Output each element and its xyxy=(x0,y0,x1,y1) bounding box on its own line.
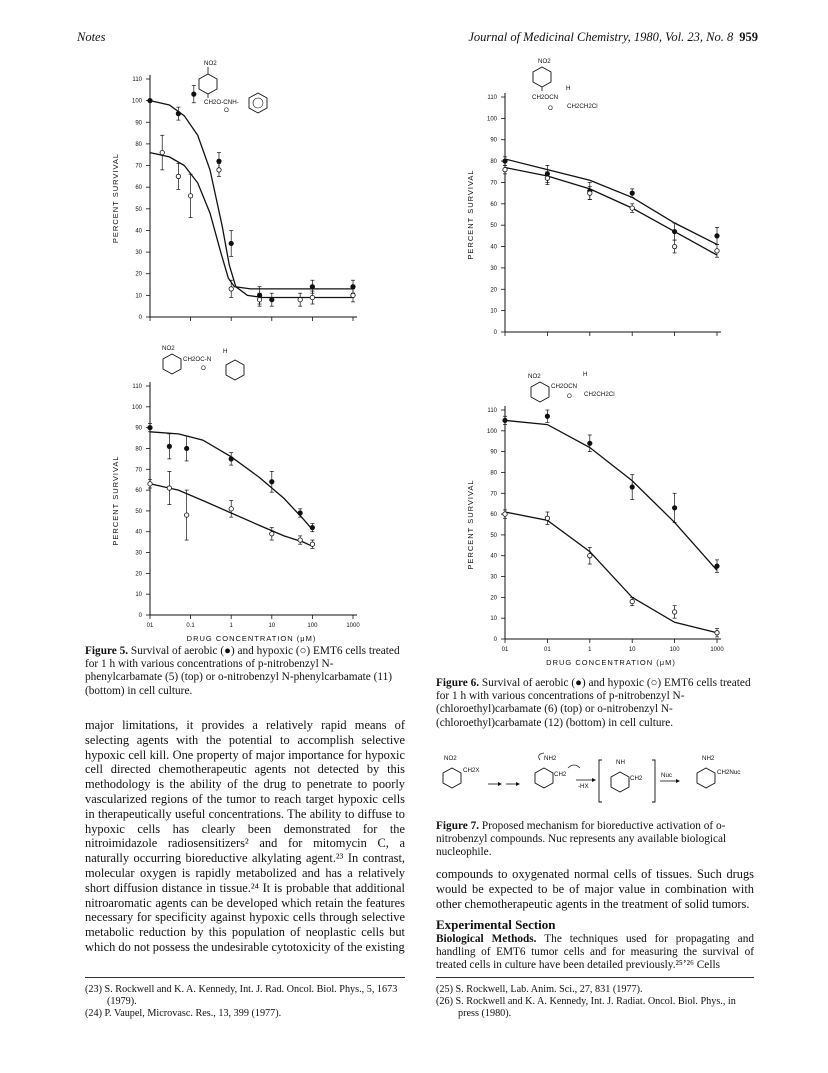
aerobic-point xyxy=(167,444,171,448)
aerobic-point xyxy=(148,98,152,102)
fig7-ch2x: CH2X xyxy=(463,767,480,774)
y-tick-label: 0 xyxy=(138,315,142,321)
aerobic-point xyxy=(176,111,180,115)
footnotes-left xyxy=(85,984,405,1020)
y-tick-label: 60 xyxy=(135,185,142,192)
x-tick-label: 1 xyxy=(588,647,592,653)
hypoxic-point xyxy=(545,176,549,180)
y-tick-label: 80 xyxy=(490,159,497,166)
hypoxic-point xyxy=(310,542,314,546)
x-tick-label: 10 xyxy=(628,647,636,653)
x-axis-label: DRUG CONCENTRATION (μM) xyxy=(546,658,676,667)
structure-11 xyxy=(162,345,244,380)
figure-7-caption xyxy=(436,820,754,860)
y-tick-label: 80 xyxy=(135,141,142,148)
y-tick-label: 90 xyxy=(135,120,142,127)
y-tick-label: 20 xyxy=(135,571,142,578)
y-axis-label: PERCENT SURVIVAL xyxy=(111,455,120,546)
y-tick-label: 40 xyxy=(490,244,497,251)
hypoxic-point xyxy=(351,293,355,297)
structure-11-carbonyl: O xyxy=(201,365,206,372)
structure-5 xyxy=(199,60,267,114)
aerobic-point xyxy=(503,418,507,422)
hypoxic-point xyxy=(270,532,274,536)
y-tick-label: 110 xyxy=(487,95,497,101)
fig7-product-amine: NH2 xyxy=(702,755,715,762)
aerobic-point xyxy=(298,511,302,515)
y-tick-label: 20 xyxy=(490,287,497,294)
journal-citation: Journal of Medicinal Chemistry, 1980, Vol. 23, No. 8 xyxy=(468,30,734,44)
y-tick-label: 30 xyxy=(135,550,142,557)
y-tick-label: 70 xyxy=(135,467,142,474)
y-tick-label: 70 xyxy=(135,163,142,170)
hypoxic-point xyxy=(630,599,634,603)
structure-11-linker: CH2OC-N xyxy=(183,356,212,363)
y-tick-label: 10 xyxy=(135,592,142,599)
y-tick-label: 110 xyxy=(132,384,142,390)
figure-7-scheme xyxy=(436,750,756,810)
y-tick-label: 40 xyxy=(490,553,497,560)
y-tick-label: 110 xyxy=(487,408,497,414)
y-tick-label: 0 xyxy=(138,613,142,619)
y-tick-label: 30 xyxy=(490,574,497,581)
aerobic-point xyxy=(630,191,634,195)
y-tick-label: 20 xyxy=(490,595,497,602)
footnote-26: (26) S. Rockwell and K. A. Kennedy, Int. J. Radiat. Oncol. Biol. Phys., in press (1980). xyxy=(436,996,736,1019)
biological-methods xyxy=(436,933,754,972)
y-tick-label: 80 xyxy=(135,446,142,453)
x-tick-label: 0.1 xyxy=(186,623,195,629)
y-tick-label: 30 xyxy=(135,250,142,257)
figure-6-caption-text: Survival of aerobic (●) and hypoxic (○) EMT6 cells treated for 1 h with various concentrations of p-nitrobenzyl N-(chloroethyl)carbamate (6) (top) or o-nitrobenzyl N-(chloroethyl)carbamate (12) (bottom) in cell culture. xyxy=(436,677,751,729)
y-tick-label: 0 xyxy=(493,330,497,336)
series-1-curve xyxy=(505,159,717,244)
x-tick-label: 01 xyxy=(544,647,551,653)
series-2-curve xyxy=(150,153,353,289)
x-tick-label: 10 xyxy=(268,623,276,629)
fig7-ch2-leaving: CH2 xyxy=(554,771,567,778)
x-tick-label: 100 xyxy=(669,647,680,653)
y-tick-label: 80 xyxy=(490,470,497,477)
aerobic-point xyxy=(217,159,221,163)
y-tick-label: 10 xyxy=(490,308,497,315)
hypoxic-point xyxy=(503,167,507,171)
y-tick-label: 70 xyxy=(490,491,497,498)
plot xyxy=(466,93,721,336)
aerobic-point xyxy=(270,480,274,484)
footnote-rule-right xyxy=(436,977,754,978)
plot xyxy=(466,406,724,667)
x-tick-label: 1 xyxy=(229,623,233,629)
aerobic-point xyxy=(545,414,549,418)
page-number: 959 xyxy=(739,30,758,44)
section-heading: Experimental Section xyxy=(436,917,556,932)
y-tick-label: 10 xyxy=(490,616,497,623)
y-axis-label: PERCENT SURVIVAL xyxy=(466,479,475,570)
footnote-rule-left xyxy=(85,977,405,978)
hypoxic-point xyxy=(167,486,171,490)
aerobic-point xyxy=(630,485,634,489)
hypoxic-point xyxy=(715,631,719,635)
left-paragraph: major limitations, it provides a relatively rapid means of selecting agents with the potential to accomplish selective hypoxic cell kill. One property of major importance for hypoxic cell directed chemotherapeutic agents not detected by this methodology is the ability of the drug to penetrate to poorly vascularized regions of the tumor to reach target hypoxic cells in therapeutically useful concentrations. The ability to diffuse to hypoxic cells has clearly been demonstrated for the nitroimidazole radiosensitizers² and for mitomycin C, a naturally occurring bioreductive alkylating agent.²³ In contrast, molecular oxygen is rapidly metabolized and has a relatively short diffusion distance in tissue.²⁴ It is probable that additional nitroaromatic agents can be developed which retain the features necessary for specificity against hypoxic cells through selective metabolic reduction by this population of neoplastic cells but which do not possess the undesirable cytotoxicity of the existing xyxy=(85,718,405,954)
aerobic-point xyxy=(310,285,314,289)
fig6-top-chart xyxy=(466,55,760,345)
hypoxic-point xyxy=(588,554,592,558)
hypoxic-point xyxy=(672,610,676,614)
y-tick-label: 100 xyxy=(131,98,142,105)
x-tick-label: 1000 xyxy=(710,647,724,653)
y-tick-label: 110 xyxy=(132,77,142,83)
aerobic-point xyxy=(503,159,507,163)
structure-6-linker: CH2OCN xyxy=(532,94,559,101)
fig7-methylene: CH2 xyxy=(630,775,643,782)
structure-11-nitro: NO2 xyxy=(162,345,175,352)
fig7-nucleophile: Nuc xyxy=(661,772,673,779)
figure-6-caption xyxy=(436,677,756,730)
y-tick-label: 0 xyxy=(493,637,497,643)
hypoxic-point xyxy=(217,168,221,172)
figure-5-caption-text: Survival of aerobic (●) and hypoxic (○) EMT6 cells treated for 1 h with various concentrations of p-nitrobenzyl N-phenylcarbamate (5) (top) or o-nitrobenzyl N-phenylcarbamate (11) (bottom) in cell culture. xyxy=(85,645,400,697)
structure-12-nitro: NO2 xyxy=(528,373,541,380)
aerobic-point xyxy=(184,446,188,450)
footnotes-right xyxy=(436,984,754,1020)
left-column-text xyxy=(85,718,405,955)
hypoxic-point xyxy=(503,512,507,516)
hypoxic-point xyxy=(229,507,233,511)
fig7-minus-hx: -HX xyxy=(578,783,589,790)
structure-6-carbonyl: O xyxy=(548,105,553,112)
hypoxic-point xyxy=(160,150,164,154)
hypoxic-point xyxy=(630,206,634,210)
aerobic-point xyxy=(148,425,152,429)
structure-12-h: H xyxy=(583,371,588,378)
y-tick-label: 50 xyxy=(135,508,142,515)
hypoxic-point xyxy=(545,516,549,520)
footnote-23: (23) S. Rockwell and K. A. Kennedy, Int. J. Rad. Oncol. Biol. Phys., 5, 1673 (1979). xyxy=(85,984,398,1007)
y-tick-label: 90 xyxy=(135,425,142,432)
aerobic-point xyxy=(192,92,196,96)
x-axis-label: DRUG CONCENTRATION (μM) xyxy=(186,634,317,643)
y-tick-label: 60 xyxy=(135,488,142,495)
structure-6-nitro: NO2 xyxy=(538,58,551,65)
y-tick-label: 90 xyxy=(490,449,497,456)
biological-methods-heading: Biological Methods. xyxy=(436,933,537,945)
figure-6-label: Figure 6. xyxy=(436,677,480,689)
fig7-imine: NH xyxy=(616,759,625,766)
y-tick-label: 60 xyxy=(490,512,497,519)
biological-methods-text: The techniques used for propagating and handling of EMT6 tumor cells and for measuring the survival of treated cells in culture have been detailed previously.²⁵ʼ²⁶ Cells xyxy=(436,933,754,971)
structure-6 xyxy=(532,58,598,112)
structure-12-linker: CH2OCN xyxy=(551,383,578,390)
right-column-text xyxy=(436,867,754,911)
y-tick-label: 20 xyxy=(135,271,142,278)
structure-12-tail: CH2CH2Cl xyxy=(584,391,615,398)
y-tick-label: 50 xyxy=(135,206,142,213)
y-tick-label: 10 xyxy=(135,293,142,300)
footnote-24: (24) P. Vaupel, Microvasc. Res., 13, 399 (1977). xyxy=(85,1008,282,1019)
fig5-bottom-chart xyxy=(100,338,390,643)
hypoxic-point xyxy=(257,297,261,301)
plot xyxy=(111,382,360,643)
y-tick-label: 100 xyxy=(486,116,497,123)
structure-6-h: H xyxy=(566,85,571,92)
x-tick-label: 1000 xyxy=(346,623,360,629)
hypoxic-point xyxy=(298,297,302,301)
hypoxic-point xyxy=(188,194,192,198)
series-2-curve xyxy=(505,512,717,633)
hypoxic-point xyxy=(176,174,180,178)
hypoxic-point xyxy=(672,244,676,248)
y-tick-label: 50 xyxy=(490,223,497,230)
fig7-product-ch2nuc: CH2Nuc xyxy=(717,769,741,776)
fig7-amine: NH2 xyxy=(544,755,557,762)
y-tick-label: 90 xyxy=(490,137,497,144)
figure-7-label: Figure 7. xyxy=(436,820,480,832)
aerobic-point xyxy=(229,241,233,245)
y-tick-label: 50 xyxy=(490,532,497,539)
aerobic-point xyxy=(229,457,233,461)
aerobic-point xyxy=(715,564,719,568)
aerobic-point xyxy=(588,441,592,445)
fig5-top-chart xyxy=(100,55,390,330)
aerobic-point xyxy=(715,234,719,238)
x-tick-label: 100 xyxy=(307,623,318,629)
hypoxic-point xyxy=(184,513,188,517)
structure-5-linker: CH2O-CNH- xyxy=(204,99,239,106)
right-paragraph: compounds to oxygenated normal cells of tissues. Such drugs would be expected to be of major value in combination with other chemotherapeutic agents in the treatment of solid tumors. xyxy=(436,867,754,911)
structure-6-tail: CH2CH2Cl xyxy=(567,103,598,110)
structure-12 xyxy=(528,371,615,402)
series-1-curve xyxy=(150,101,353,298)
aerobic-point xyxy=(672,506,676,510)
figure-5-label: Figure 5. xyxy=(85,645,129,657)
hypoxic-point xyxy=(715,249,719,253)
aerobic-point xyxy=(270,297,274,301)
structure-5-carbonyl: O xyxy=(224,107,229,114)
hypoxic-point xyxy=(148,482,152,486)
x-tick-label: 01 xyxy=(501,647,509,653)
y-tick-label: 30 xyxy=(490,265,497,272)
structure-11-h: H xyxy=(223,348,228,355)
footnote-25: (25) S. Rockwell, Lab. Anim. Sci., 27, 831 (1977). xyxy=(436,984,643,995)
y-tick-label: 100 xyxy=(486,428,497,435)
structure-5-nitro: NO2 xyxy=(204,60,217,67)
running-header-left: Notes xyxy=(77,30,106,44)
figure-5-caption xyxy=(85,645,405,698)
plot xyxy=(111,75,357,321)
y-tick-label: 40 xyxy=(135,228,142,235)
figure-7-caption-text: Proposed mechanism for bioreductive activation of o-nitrobenzyl compounds. Nuc represents any available biological nucleophile. xyxy=(436,820,727,859)
hypoxic-point xyxy=(588,191,592,195)
hypoxic-point xyxy=(298,538,302,542)
fig7-nitro: NO2 xyxy=(444,755,457,762)
aerobic-point xyxy=(310,525,314,529)
y-tick-label: 100 xyxy=(131,404,142,411)
y-axis-label: PERCENT SURVIVAL xyxy=(466,169,475,260)
x-tick-label: 01 xyxy=(146,623,154,629)
series-1-curve xyxy=(505,420,717,570)
hypoxic-point xyxy=(229,287,233,291)
fig6-bottom-chart xyxy=(466,362,760,672)
hypoxic-point xyxy=(310,295,314,299)
structure-12-carbonyl: O xyxy=(567,393,572,400)
running-header-right xyxy=(468,30,758,45)
aerobic-point xyxy=(351,285,355,289)
y-tick-label: 70 xyxy=(490,180,497,187)
y-tick-label: 40 xyxy=(135,529,142,536)
series-2-curve xyxy=(505,168,717,256)
y-tick-label: 60 xyxy=(490,201,497,208)
y-axis-label: PERCENT SURVIVAL xyxy=(111,152,120,244)
